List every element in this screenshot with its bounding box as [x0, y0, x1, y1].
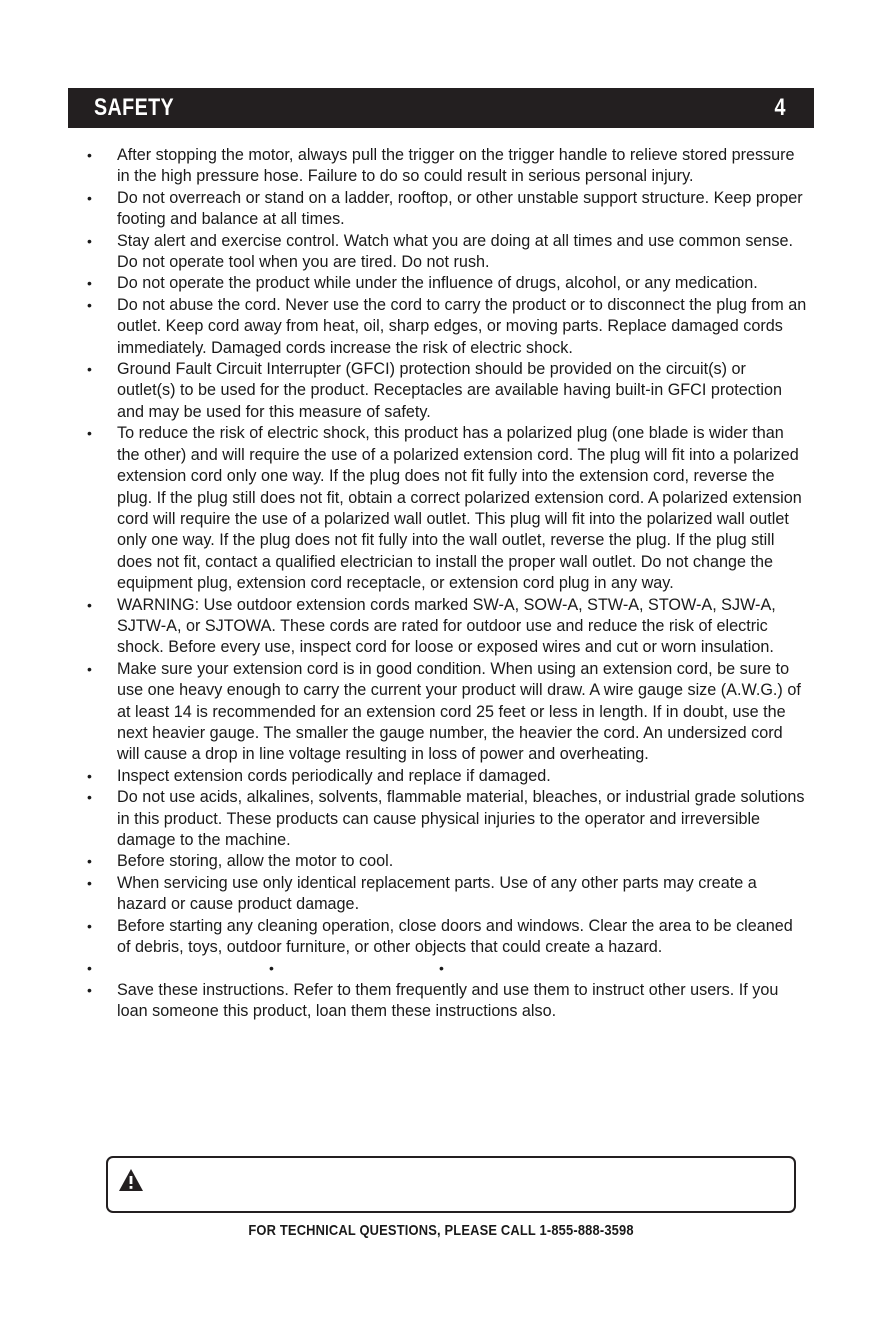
list-item: • When servicing use only identical replacement parts. Use of any other parts may create a hazard or cause product damage.	[86, 873, 808, 916]
section-title: SAFETY	[94, 94, 175, 121]
section-header-bar	[68, 88, 814, 128]
list-item: • Before storing, allow the motor to cool.	[86, 851, 808, 872]
list-item: • Do not abuse the cord. Never use the cord to carry the product or to disconnect the plug from an outlet. Keep cord away from heat, oil, sharp edges, or moving parts. Replace damaged cords immediately. Damaged cords increase the risk of electric shock.	[86, 295, 808, 359]
list-item: • WARNING: Use outdoor extension cords marked SW-A, SOW-A, STW-A, STOW-A, SJW-A, SJTW-A, or SJTOWA. These cords are rated for outdoor use and reduce the risk of electric shock. Before every use, inspect cord for loose or exposed wires and cut or worn insulation.	[86, 595, 808, 659]
list-item: • To reduce the risk of electric shock, this product has a polarized plug (one blade is wider than the other) and will require the use of a polarized extension cord. The plug will fit into a polarized extension cord only one way. If the plug does not fit fully into the extension cord, reverse the plug. If the plug still does not fit, obtain a correct polarized extension cord. A polarized extension cord will require the use of a polarized wall outlet. This plug will fit into the polarized wall outlet only one way. If the plug does not fit fully into the wall outlet, reverse the plug. If the plug still does not fit, contact a qualified electrician to install the proper wall outlet. Do not change the equipment plug, extension cord receptacle, or extension cord plug in any way.	[86, 423, 808, 594]
list-item: • Save these instructions. Refer to them frequently and use them to instruct other users. If you loan someone this product, loan them these instructions also.	[86, 980, 808, 1023]
blank-list-item	[86, 958, 808, 979]
safety-bullet-list	[86, 145, 808, 1023]
warning-triangle-icon	[118, 1168, 144, 1192]
warning-box	[106, 1156, 796, 1213]
list-item: • Before starting any cleaning operation, close doors and windows. Clear the area to be cleaned of debris, toys, outdoor furniture, or other objects that could create a hazard.	[86, 916, 808, 959]
stray-bullet-dot: •	[439, 960, 444, 977]
list-item: • Make sure your extension cord is in good condition. When using an extension cord, be sure to use one heavy enough to carry the current your product will draw. A wire gauge size (A.W.G.) of at least 14 is recommended for an extension cord 25 feet or less in length. If in doubt, use the next heavier gauge. The smaller the gauge number, the heavier the cord. An undersized cord will cause a drop in line voltage resulting in loss of power and overheating.	[86, 659, 808, 766]
footer-support-line	[0, 1222, 883, 1239]
page-number: 4	[774, 94, 786, 121]
stray-bullet-dot: • •	[269, 960, 274, 977]
list-item: • Stay alert and exercise control. Watch what you are doing at all times and use common sense. Do not operate tool when you are tired. Do not rush.	[86, 231, 808, 274]
list-item: • Do not overreach or stand on a ladder, rooftop, or other unstable support structure. Keep proper footing and balance at all times.	[86, 188, 808, 231]
list-item: • Inspect extension cords periodically and replace if damaged.	[86, 766, 808, 787]
footer-text: FOR TECHNICAL QUESTIONS, PLEASE CALL 1-855-888-3598	[248, 1222, 635, 1239]
list-item: • Do not use acids, alkalines, solvents, flammable material, bleaches, or industrial grade solutions in this product. These products can cause physical injuries to the operator and irreversible damage to the machine.	[86, 787, 808, 851]
list-item: • After stopping the motor, always pull the trigger on the trigger handle to relieve stored pressure in the high pressure hose. Failure to do so could result in serious personal injury.	[86, 145, 808, 188]
list-item: • Ground Fault Circuit Interrupter (GFCI) protection should be provided on the circuit(s) or outlet(s) to be used for the product. Receptacles are available having built-in GFCI protection and may be used for this measure of safety.	[86, 359, 808, 423]
list-item: • Do not operate the product while under the influence of drugs, alcohol, or any medication.	[86, 273, 808, 294]
